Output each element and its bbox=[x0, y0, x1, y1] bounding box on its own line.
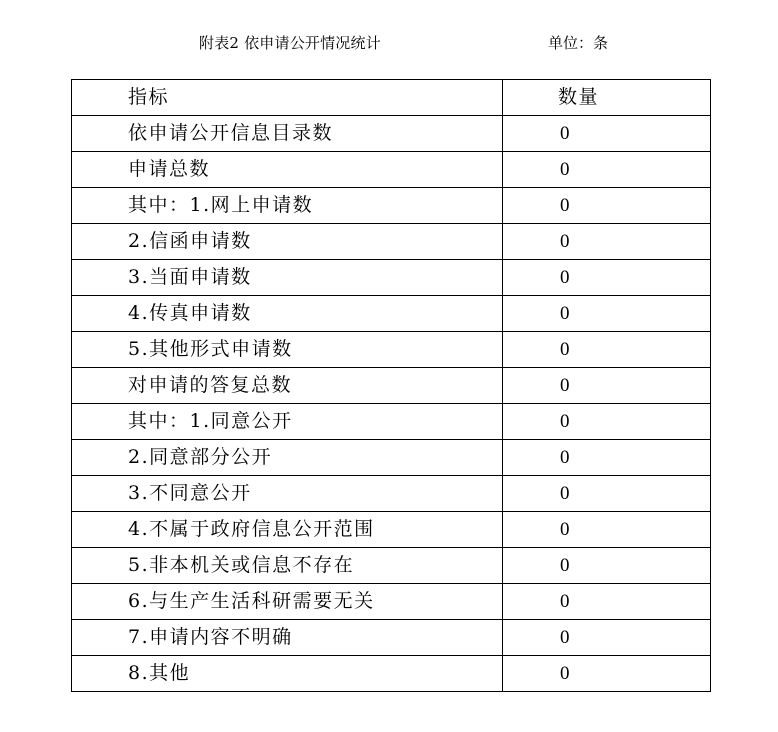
row-label: 4.不属于政府信息公开范围 bbox=[72, 512, 503, 548]
row-value: 0 bbox=[503, 224, 711, 260]
row-label: 3.不同意公开 bbox=[72, 476, 503, 512]
table-row bbox=[72, 584, 711, 620]
statistics-table bbox=[71, 79, 711, 692]
row-label: 2.信函申请数 bbox=[72, 224, 503, 260]
header-quantity: 数量 bbox=[503, 80, 711, 116]
row-value: 0 bbox=[503, 512, 711, 548]
table-row bbox=[72, 656, 711, 692]
row-value: 0 bbox=[503, 116, 711, 152]
row-label: 7.申请内容不明确 bbox=[72, 620, 503, 656]
table-row bbox=[72, 440, 711, 476]
row-value: 0 bbox=[503, 656, 711, 692]
row-value: 0 bbox=[503, 368, 711, 404]
table-row bbox=[72, 548, 711, 584]
row-label: 其中：1.同意公开 bbox=[72, 404, 503, 440]
row-label: 其中：1.网上申请数 bbox=[72, 188, 503, 224]
row-value: 0 bbox=[503, 584, 711, 620]
row-label: 对申请的答复总数 bbox=[72, 368, 503, 404]
row-value: 0 bbox=[503, 188, 711, 224]
row-value: 0 bbox=[503, 548, 711, 584]
table-row bbox=[72, 260, 711, 296]
table-row bbox=[72, 404, 711, 440]
document-title: 附表2 依申请公开情况统计 bbox=[199, 34, 381, 52]
table-row bbox=[72, 116, 711, 152]
table-row bbox=[72, 188, 711, 224]
table-row bbox=[72, 368, 711, 404]
table-row bbox=[72, 296, 711, 332]
row-value: 0 bbox=[503, 620, 711, 656]
row-value: 0 bbox=[503, 440, 711, 476]
row-label: 6.与生产生活科研需要无关 bbox=[72, 584, 503, 620]
row-label: 依申请公开信息目录数 bbox=[72, 116, 503, 152]
table-row bbox=[72, 224, 711, 260]
row-label: 2.同意部分公开 bbox=[72, 440, 503, 476]
unit-label: 单位：条 bbox=[548, 34, 609, 52]
row-label: 5.其他形式申请数 bbox=[72, 332, 503, 368]
table-row bbox=[72, 332, 711, 368]
row-value: 0 bbox=[503, 332, 711, 368]
row-label: 4.传真申请数 bbox=[72, 296, 503, 332]
table-row bbox=[72, 512, 711, 548]
row-value: 0 bbox=[503, 476, 711, 512]
row-label: 5.非本机关或信息不存在 bbox=[72, 548, 503, 584]
table-row bbox=[72, 476, 711, 512]
row-value: 0 bbox=[503, 260, 711, 296]
row-value: 0 bbox=[503, 152, 711, 188]
table-header-row bbox=[72, 80, 711, 116]
row-value: 0 bbox=[503, 296, 711, 332]
header-indicator: 指标 bbox=[72, 80, 503, 116]
row-value: 0 bbox=[503, 404, 711, 440]
row-label: 3.当面申请数 bbox=[72, 260, 503, 296]
row-label: 申请总数 bbox=[72, 152, 503, 188]
table-row bbox=[72, 152, 711, 188]
row-label: 8.其他 bbox=[72, 656, 503, 692]
table-row bbox=[72, 620, 711, 656]
